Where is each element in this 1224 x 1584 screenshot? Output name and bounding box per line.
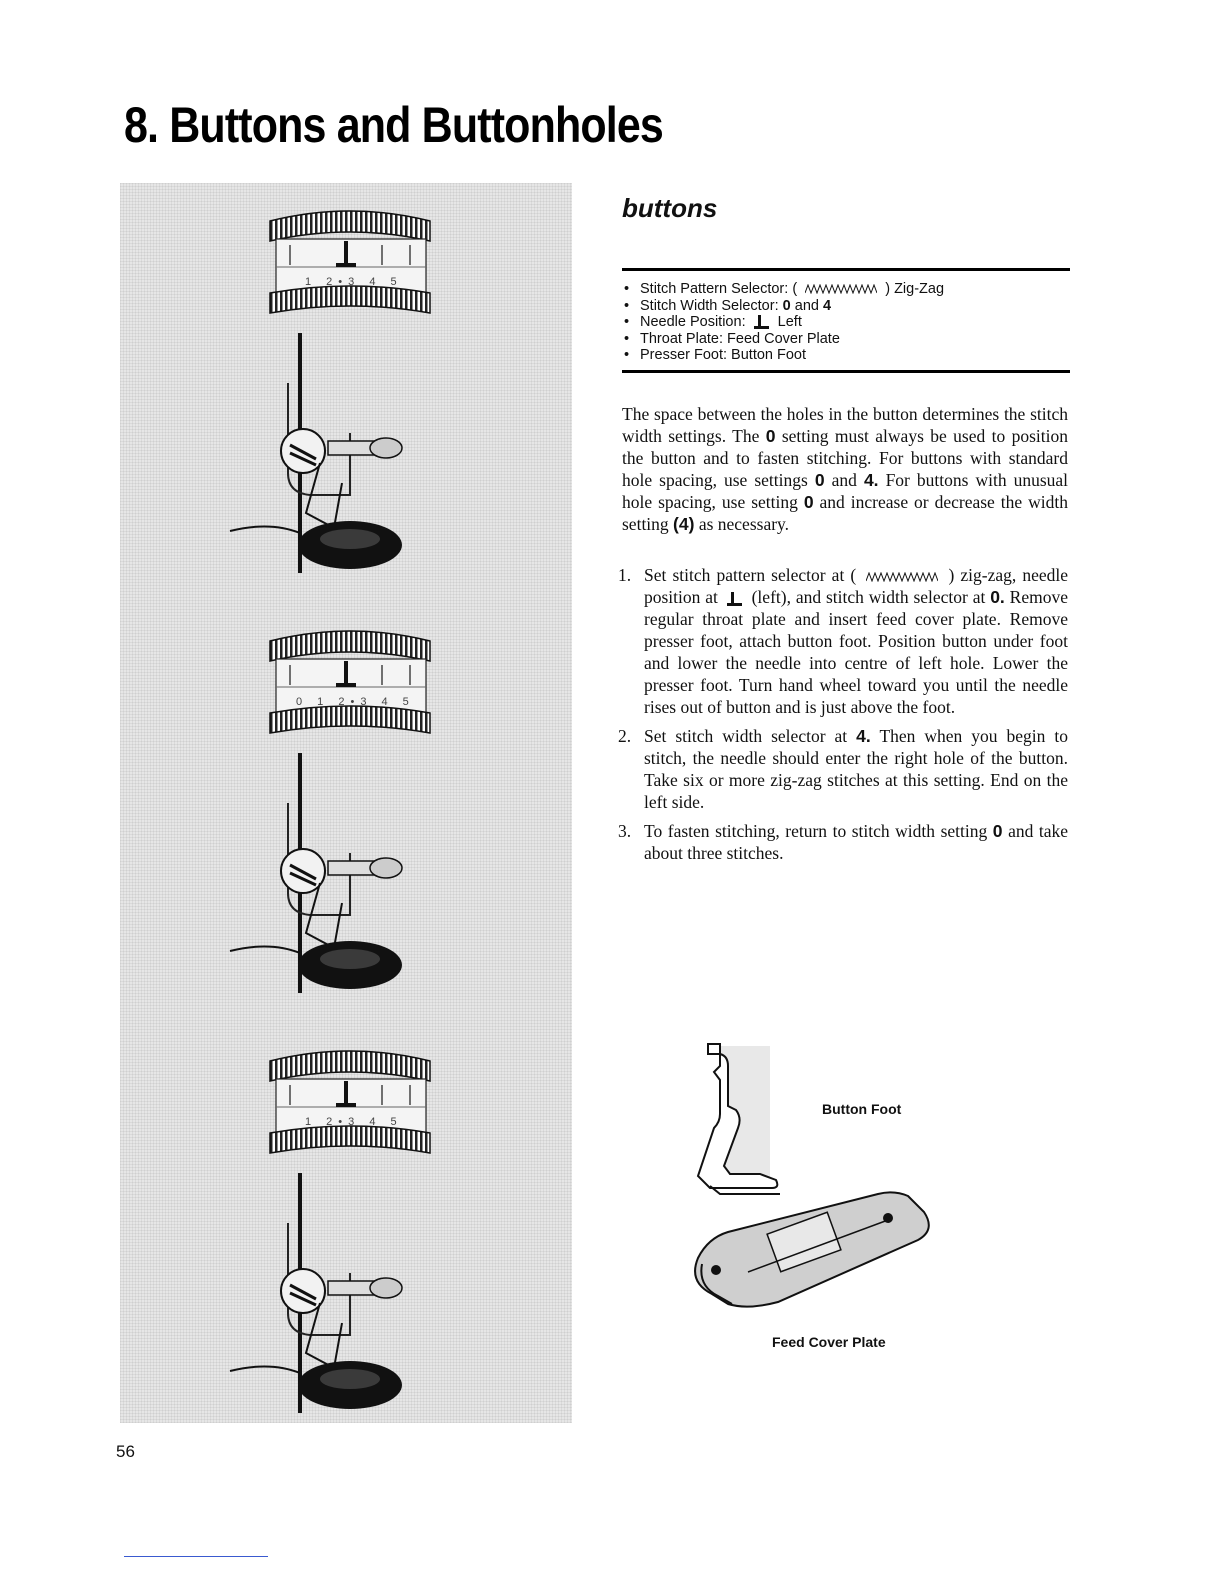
zigzag-icon xyxy=(805,284,877,294)
dial-scale-text: 1 2•3 4 5 xyxy=(305,1116,403,1128)
setting-stitch-width: • Stitch Width Selector: 0 and 4 xyxy=(624,298,1070,315)
instruction-steps xyxy=(618,564,1068,871)
step-item: 1. Set stitch pattern selector at ( ) zig-zag, needle position at (left), and stitch width selector at 0. Remove regular throat plate and insert feed cover plate. Remove presser foot, attach button foot. Position button under foot and lower the needle into centre of left hole. Lower the presser foot. Turn hand wheel toward you until the needle rises out of button and is just above the foot. xyxy=(618,565,1069,717)
sewing-illustration-panel xyxy=(120,183,572,1423)
needle-foot-illustration-3 xyxy=(230,1173,402,1413)
setting-presser-foot: • Presser Foot: Button Foot xyxy=(624,347,1070,364)
dial-illustration-3 xyxy=(270,1051,430,1153)
setting-needle-position: • Needle Position: Left xyxy=(624,314,1070,331)
setting-stitch-pattern: • Stitch Pattern Selector: ( ) Zig-Zag xyxy=(624,281,1070,298)
section-heading: buttons xyxy=(622,193,718,223)
feed-cover-plate-label: Feed Cover Plate xyxy=(772,1334,886,1350)
needle-foot-illustration-1 xyxy=(230,333,402,573)
bottom-rule xyxy=(124,1556,268,1557)
dial-scale-text: 1 2•3 4 5 xyxy=(305,276,403,288)
setting-throat-plate: • Throat Plate: Feed Cover Plate xyxy=(624,331,1070,348)
needle-left-icon xyxy=(727,592,743,606)
sewing-illustrations xyxy=(120,183,572,1423)
needle-left-icon xyxy=(754,315,770,329)
needle-foot-illustration-2 xyxy=(230,753,402,993)
step-item: 2. Set stitch width selector at 4. Then when you begin to stitch, the needle should enter the right hole of the button. Take six or more zig-zag stitches at this setting. End on the left side. xyxy=(618,726,1069,812)
feed-cover-plate-illustration xyxy=(688,1186,938,1314)
dial-illustration-1 xyxy=(270,211,430,313)
dial-scale-text: 0 1 2•3 4 5 xyxy=(296,696,415,708)
settings-box xyxy=(622,268,1070,373)
intro-paragraph: The space between the holes in the button determines the stitch width settings. The 0 setting must always be used to position the button and to fasten stitching. For buttons with standard hole spacing, use settings 0 and 4. For buttons with unusual hole spacing, use setting 0 and increase or decrease the width setting (4) as necessary. xyxy=(622,404,1069,534)
button-foot-label: Button Foot xyxy=(822,1101,902,1117)
page-title: 8. Buttons and Buttonholes xyxy=(124,97,663,153)
page-number: 56 xyxy=(116,1442,135,1461)
step-item: 3. To fasten stitching, return to stitch width setting 0 and take about three stitches. xyxy=(618,821,1069,863)
zigzag-icon xyxy=(866,572,938,582)
settings-list xyxy=(622,281,1070,364)
dial-illustration-2 xyxy=(270,631,430,733)
